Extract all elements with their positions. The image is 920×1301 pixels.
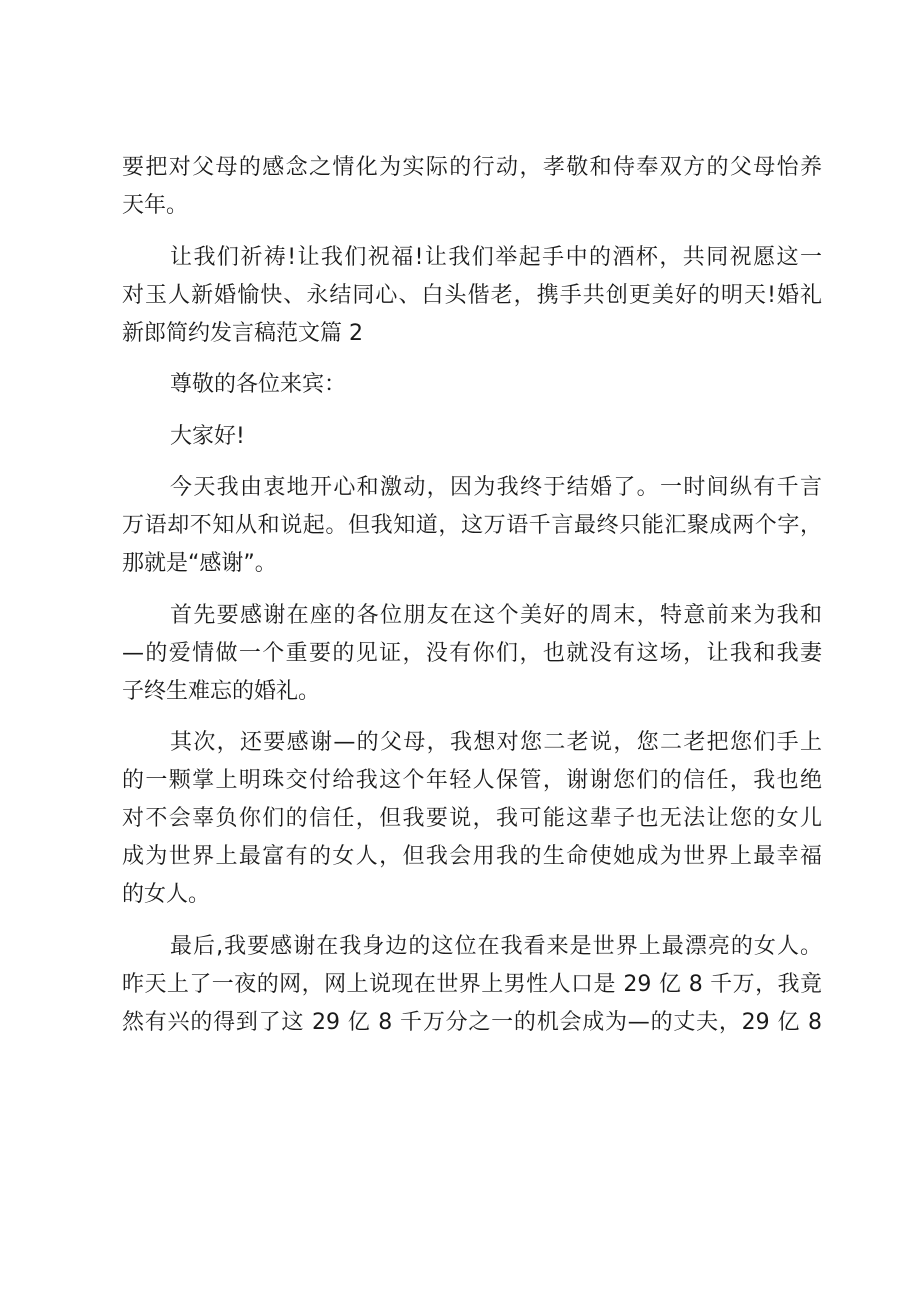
- text-line: 对不会辜负你们的信任，但我要说，我可能这辈子也无法让您的女儿: [122, 806, 822, 831]
- text-line: 要把对父母的感念之情化为实际的行动，孝敬和侍奉双方的父母怡养: [122, 155, 822, 180]
- text-line: 其次，还要感谢—的父母，我想对您二老说，您二老把您们手上: [170, 730, 822, 755]
- text-line: 让我们祈祷!让我们祝福!让我们举起手中的酒杯，共同祝愿这一: [170, 244, 822, 270]
- paragraph: [122, 418, 822, 456]
- text-line: 的女人。: [122, 882, 211, 907]
- text-line: —的爱情做一个重要的见证，没有你们，也就没有这场，让我和我妻: [122, 640, 822, 666]
- paragraph-gap: [122, 583, 822, 597]
- paragraph: [122, 366, 822, 404]
- text-line: 大家好!: [170, 423, 245, 449]
- paragraph: [122, 597, 822, 711]
- paragraph-gap: [122, 456, 822, 470]
- document-body: [122, 149, 822, 1042]
- text-line: 成为世界上最富有的女人，但我会用我的生命使她成为世界上最幸福: [122, 844, 822, 869]
- paragraph: [122, 469, 822, 583]
- paragraph-gap: [122, 404, 822, 418]
- text-line: 尊敬的各位来宾：: [170, 372, 347, 397]
- paragraph-gap: [122, 225, 822, 239]
- text-line: 首先要感谢在座的各位朋友在这个美好的周末，特意前来为我和: [170, 602, 822, 628]
- paragraph: [122, 149, 822, 225]
- paragraph-gap: [122, 711, 822, 725]
- text-line: 的一颗掌上明珠交付给我这个年轻人保管，谢谢您们的信任，我也绝: [122, 768, 822, 793]
- paragraph-gap: [122, 914, 822, 928]
- text-line: 新郎简约发言稿范文篇 2: [122, 320, 363, 346]
- text-line: 天年。: [122, 193, 189, 218]
- text-line: 万语却不知从和说起。但我知道，这万语千言最终只能汇聚成两个字，: [122, 513, 822, 538]
- text-line: 然有兴的得到了这 29 亿 8 千万分之一的机会成为—的丈夫，29 亿 8: [122, 1009, 822, 1035]
- text-line: 最后,我要感谢在我身边的这位在我看来是世界上最漂亮的女人。: [170, 933, 822, 959]
- text-line: 昨天上了一夜的网，网上说现在世界上男性人口是 29 亿 8 千万，我竟: [122, 971, 822, 997]
- text-line: 那就是“感谢”。: [122, 551, 277, 576]
- text-line: 子终生难忘的婚礼。: [122, 678, 321, 704]
- text-line: 今天我由衷地开心和激动，因为我终于结婚了。一时间纵有千言: [170, 475, 822, 500]
- text-line: 对玉人新婚愉快、永结同心、白头偕老，携手共创更美好的明天!婚礼: [122, 282, 822, 308]
- paragraph-gap: [122, 353, 822, 367]
- paragraph: [122, 239, 822, 353]
- paragraph: [122, 928, 822, 1042]
- paragraph: [122, 724, 822, 914]
